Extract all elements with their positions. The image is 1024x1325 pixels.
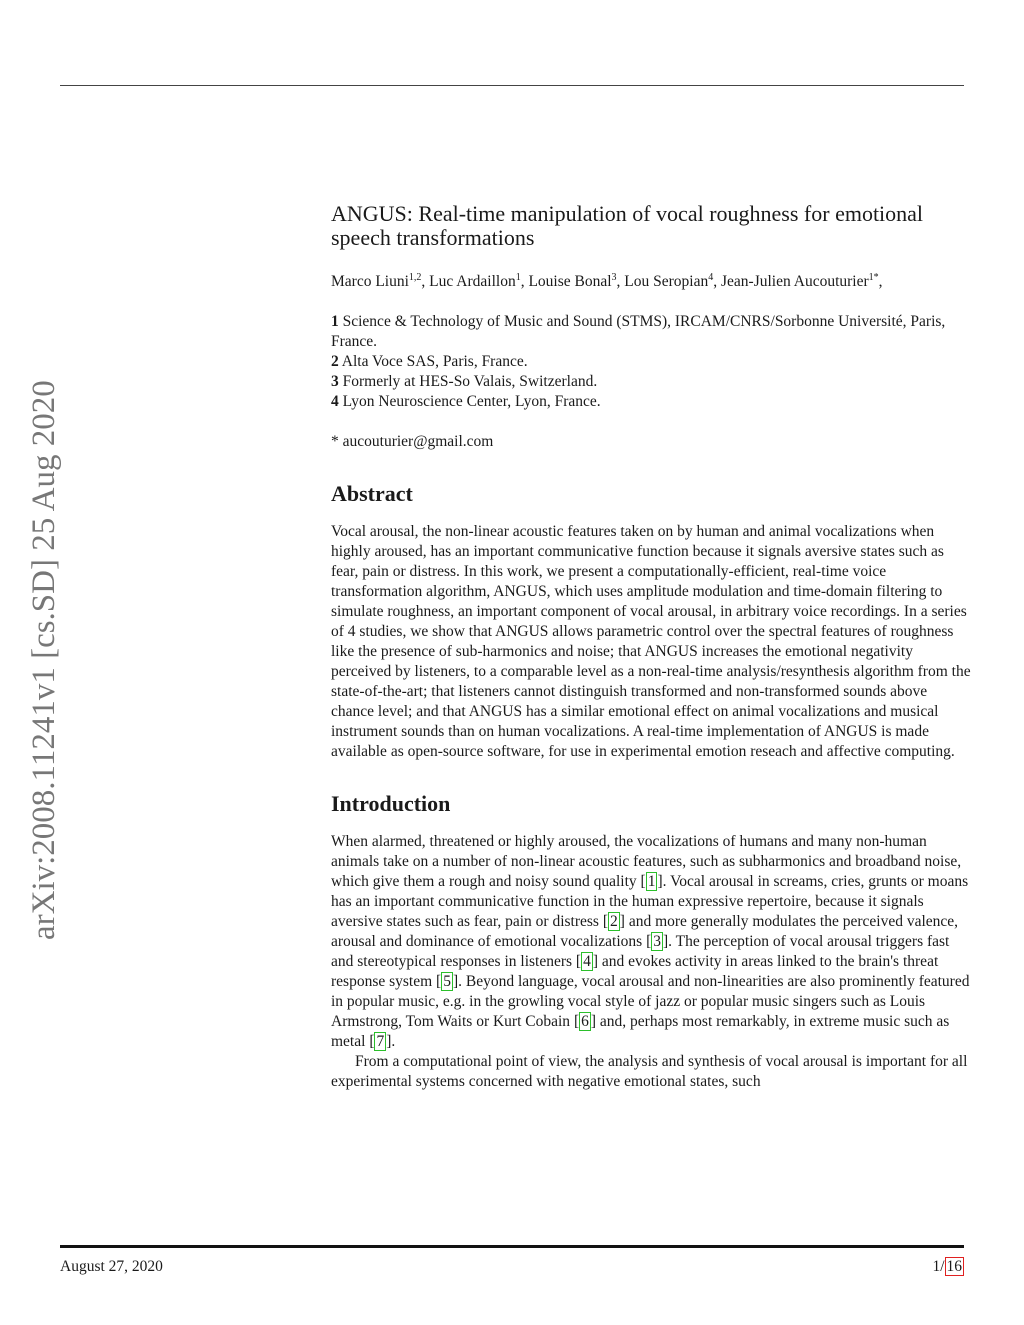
introduction-paragraph-2: From a computational point of view, the analysis and synthesis of vocal arousal is important for all experimental systems concerned with negative emotional states, such	[331, 1053, 968, 1090]
author-name: Jean-Julien Aucouturier	[721, 273, 869, 290]
citation-link[interactable]: 1	[647, 873, 656, 890]
author-affiliation-mark: 1*	[868, 271, 879, 283]
affiliation-number: 2	[331, 353, 339, 370]
paper-title: ANGUS: Real-time manipulation of vocal roughness for emotional speech transformations	[331, 201, 924, 250]
affiliation-number: 4	[331, 393, 339, 410]
arxiv-identifier-stamp: arXiv:2008.11241v1 [cs.SD] 25 Aug 2020	[26, 380, 62, 940]
author-affiliation-mark: 1	[515, 271, 521, 283]
introduction-text: .	[391, 1033, 396, 1050]
author-list	[331, 272, 971, 292]
corresponding-email: * aucouturier@gmail.com	[331, 433, 494, 450]
author-separator: ,	[878, 273, 883, 290]
citation-link[interactable]: 6	[581, 1013, 589, 1030]
affiliation-list	[331, 312, 971, 412]
abstract-text: Vocal arousal, the non-linear acoustic features taken on by human and animal vocalizations when highly aroused, has an important communicative function because it signals aversive states such as fear, pain or distress. In this work, we present a computationally-efficient, real-time voice transformation algorithm, ANGUS, which uses amplitude modulation and time-domain filtering to simulate roughness, an important component of vocal arousal, in arbitrary voice recordings. In a series of 4 studies, we show that ANGUS allows parametric control over the spectral features of roughness like the presence of sub-harmonics and noise; that ANGUS increases the emotional negativity perceived by listeners, to a comparable level as a non-real-time analysis/resynthesis algorithm from the state-of-the-art; that listeners cannot distinguish transformed and non-transformed sounds above chance level; and that ANGUS has a similar emotional effect on animal vocalizations and musical instrument sounds than on human vocalizations. A real-time implementation of ANGUS is made available as open-source software, for use in experimental emotion reseach and affective computing.	[331, 523, 971, 760]
introduction-text: and, perhaps most remarkably, in extreme music such as metal	[331, 1013, 950, 1050]
footer-rule	[60, 1245, 964, 1248]
page-total-link[interactable]: 16	[946, 1258, 962, 1275]
affiliation-item	[331, 372, 971, 392]
citation-link[interactable]: 7	[376, 1033, 385, 1050]
abstract-heading: Abstract	[331, 481, 413, 506]
paper-first-page	[331, 202, 971, 1092]
citation-link[interactable]: 5	[443, 973, 451, 990]
author-separator: ,	[616, 273, 625, 290]
introduction-text: When alarmed, threatened or highly aroused, the vocalizations of humans and many non-human animals take on a number of non-linear acoustic features, such as subharmonics and broadband noise, which give them a rough and noisy sound quality	[331, 833, 962, 890]
author-affiliation-mark: 4	[708, 271, 714, 283]
introduction-heading: Introduction	[331, 791, 451, 816]
author-separator: ,	[421, 273, 430, 290]
author-affiliation-mark: 1,2	[408, 271, 422, 283]
introduction-paragraph-1: When alarmed, threatened or highly aroused, the vocalizations of humans and many non-human animals take on a number of non-linear acoustic features, such as subharmonics and broadband noise, which give them a rough and noisy sound quality [ 1 ]. Vocal arousal in screams, cries, grunts or moans has an important communicative function in the human expressive repertoire, because it signals aversive states such as fear, pain or distress [ 2 ] and more generally modulates the perceived valence, arousal and dominance of emotional vocalizations [ 3 ]. The perception of vocal arousal triggers fast and stereotypical responses in listeners [ 4 ] and evokes activity in areas linked to the brain's threat response system [ 5 ]. Beyond language, vocal arousal and non-linearities are also prominently featured in popular music, e.g. in the growling vocal style of jazz or popular music singers such as Louis Armstrong, Tom Waits or Kurt Cobain [ 6 ] and, perhaps most remarkably, in extreme music such as metal [ 7 ].	[331, 833, 970, 1050]
affiliation-number: 3	[331, 373, 339, 390]
header-rule	[60, 85, 964, 86]
page-current: 1	[932, 1258, 941, 1275]
introduction-text: . The perception of vocal arousal triggers fast and stereotypical responses in listeners	[331, 933, 950, 970]
affiliation-text: Alta Voce SAS, Paris, France.	[338, 353, 528, 370]
author-name: Marco Liuni	[331, 273, 409, 290]
introduction-text: and evokes activity in areas linked to the brain's threat response system	[331, 953, 939, 990]
affiliation-number: 1	[331, 313, 339, 330]
author-name: Luc Ardaillon	[429, 273, 516, 290]
introduction-text: and more generally modulates the perceived valence, arousal and dominance of emotional vocalizations	[331, 913, 959, 950]
citation-link[interactable]: 2	[610, 913, 618, 930]
page-number: 1/ 16	[932, 1258, 962, 1275]
affiliation-text: Formerly at HES-So Valais, Switzerland.	[338, 373, 598, 390]
author-name: Louise Bonal	[528, 273, 612, 290]
footer-date: August 27, 2020	[60, 1258, 163, 1275]
citation-link[interactable]: 4	[583, 953, 591, 970]
introduction-text: . Vocal arousal in screams, cries, grunts or moans has an important communicative function in the human expressive repertoire, because it signals aversive states such as fear, pain or distress	[331, 873, 969, 930]
introduction-text: . Beyond language, vocal arousal and non-linearities are also prominently featured in popular music, e.g. in the growling vocal style of jazz or popular music singers such as Louis Armstrong, Tom Waits or Kurt Cobain	[331, 973, 970, 1030]
affiliation-item	[331, 392, 971, 412]
citation-link[interactable]: 3	[653, 933, 661, 950]
author-affiliation-mark: 3	[611, 271, 617, 283]
author-name: Lou Seropian	[624, 273, 709, 290]
author-separator: ,	[713, 273, 721, 290]
affiliation-item	[331, 312, 971, 352]
affiliation-item	[331, 352, 971, 372]
affiliation-text: Lyon Neuroscience Center, Lyon, France.	[338, 393, 601, 410]
author-separator: ,	[520, 273, 529, 290]
affiliation-text: Science & Technology of Music and Sound (STMS), IRCAM/CNRS/Sorbonne Université, Paris, France.	[331, 313, 946, 350]
